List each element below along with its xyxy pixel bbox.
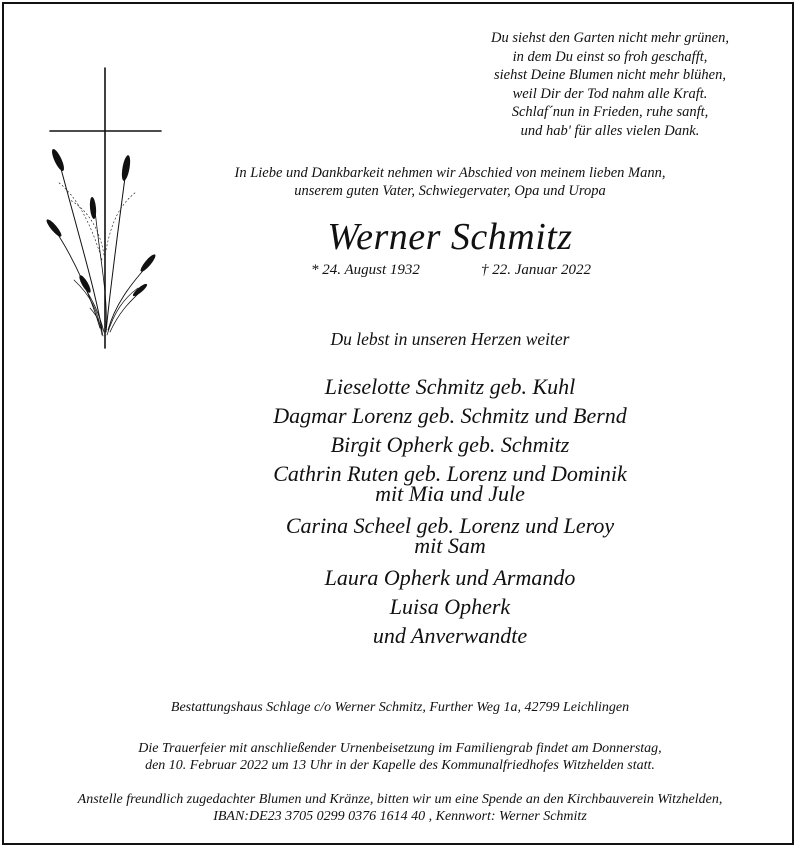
mourner-line: Laura Opherk und Armando <box>324 565 576 590</box>
donation-line: Anstelle freundlich zugedachter Blumen und Kränze, bitten wir um eine Spende an den Kirchbauverein Witzhelden, <box>77 792 723 807</box>
ceremony-info <box>10 740 790 774</box>
ceremony-line: den 10. Februar 2022 um 13 Uhr in der Kapelle des Kommunalfriedhofes Witzhelden statt. <box>145 758 655 773</box>
donation-line: IBAN:DE23 3705 0299 0376 1614 40 , Kennwort: Werner Schmitz <box>213 809 587 824</box>
intro-line: In Liebe und Dankbarkeit nehmen wir Abschied von meinem lieben Mann, <box>234 165 666 181</box>
mourner-line: Dagmar Lorenz geb. Schmitz und Bernd <box>273 403 627 428</box>
poem <box>440 29 780 140</box>
mourners-list <box>150 372 750 650</box>
mourner-line: Carina Scheel geb. Lorenz und Leroy <box>285 513 615 538</box>
mourner-line: und Anverwandte <box>372 623 528 648</box>
motto: Du lebst in unseren Herzen weiter <box>330 329 570 349</box>
poem-line: siehst Deine Blumen nicht mehr blühen, <box>494 67 726 83</box>
mourner-line: Luisa Opherk <box>389 594 511 619</box>
mourner-line: Cathrin Ruten geb. Lorenz und Dominik <box>273 461 627 486</box>
mourner-line: Birgit Opherk geb. Schmitz <box>330 432 570 457</box>
ceremony-line: Die Trauerfeier mit anschließender Urnenbeisetzung im Familiengrab findet am Donnerstag, <box>138 741 662 756</box>
deceased-name: Werner Schmitz <box>327 216 573 258</box>
intro-line: unserem guten Vater, Schwiegervater, Opa und Uropa <box>294 183 606 199</box>
death-date: † 22. Januar 2022 <box>481 262 591 278</box>
cross-with-wheat-icon <box>40 60 170 355</box>
funeral-home-address <box>10 699 790 716</box>
mourner-line: mit Sam <box>414 533 486 558</box>
poem-line: Schlaf´nun in Frieden, ruhe sanft, <box>511 104 709 120</box>
address-line: Bestattungshaus Schlage c/o Werner Schmitz, Further Weg 1a, 42799 Leichlingen <box>170 700 630 715</box>
mourner-line: mit Mia und Jule <box>375 481 525 506</box>
poem-line: und hab' für alles vielen Dank. <box>520 122 700 139</box>
poem-line: Du siehst den Garten nicht mehr grünen, <box>490 30 729 46</box>
birth-date: * 24. August 1932 <box>311 262 420 278</box>
poem-line: weil Dir der Tod nahm alle Kraft. <box>512 85 708 102</box>
intro-text <box>160 164 740 200</box>
poem-line: in dem Du einst so froh geschafft, <box>512 48 708 65</box>
mourner-line: Lieselotte Schmitz geb. Kuhl <box>324 374 576 399</box>
donation-info <box>10 791 790 825</box>
